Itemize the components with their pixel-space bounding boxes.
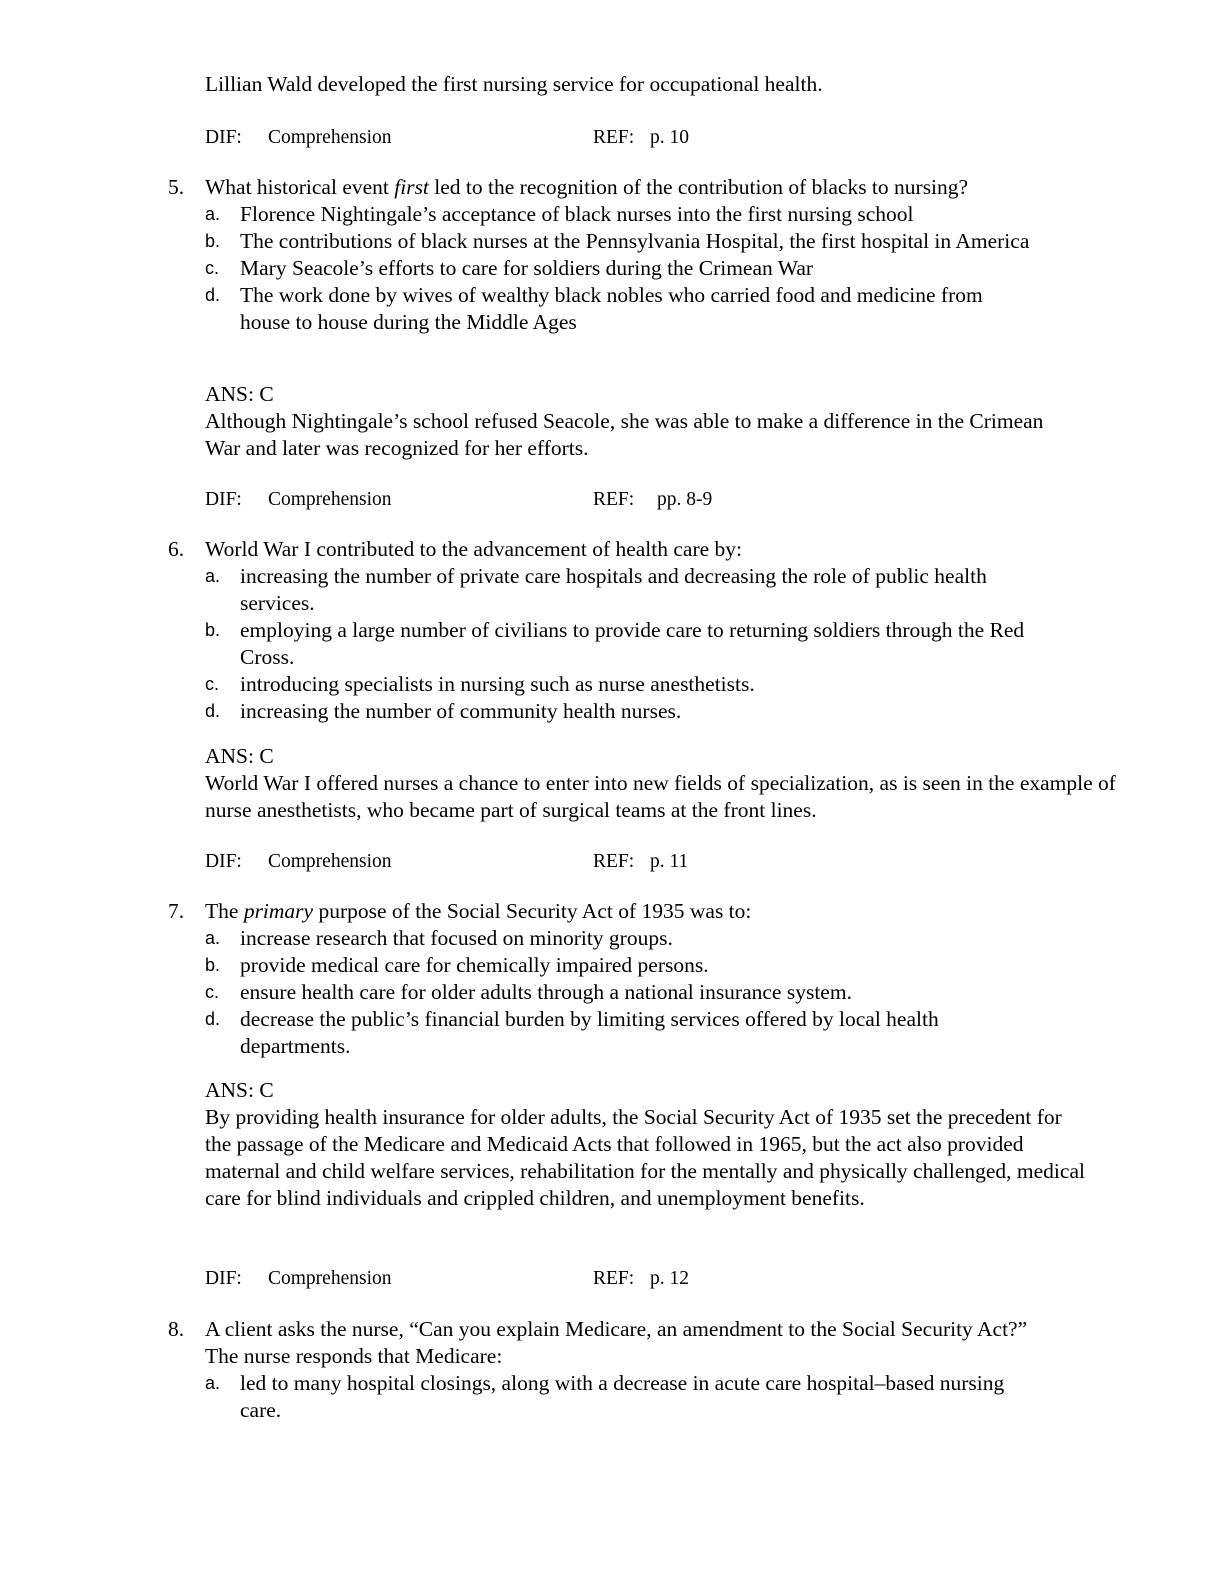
option-letter: c. <box>205 982 220 1002</box>
question-6 <box>168 536 1128 725</box>
option-c <box>168 671 1030 698</box>
stem-text: What historical event <box>205 175 395 199</box>
option-letter: b. <box>205 620 221 640</box>
dif-value: Comprehension <box>268 1268 392 1289</box>
option-c <box>168 979 1030 1006</box>
option-a <box>168 201 1030 228</box>
answer-block-7 <box>205 1077 1110 1212</box>
dif-value: Comprehension <box>268 127 392 148</box>
option-text: increasing the number of community health nurses. <box>240 699 682 723</box>
answer-key: ANS: C <box>205 382 274 406</box>
option-letter: c. <box>205 258 220 278</box>
ref-value: p. 12 <box>650 1268 689 1289</box>
option-text: The contributions of black nurses at the Pennsylvania Hospital, the first hospital in America <box>240 229 1030 253</box>
ref-value: pp. 8-9 <box>657 489 713 510</box>
dif-label: DIF: <box>205 489 242 510</box>
option-text: introducing specialists in nursing such as nurse anesthetists. <box>240 672 755 696</box>
question-stem <box>168 1316 1065 1370</box>
option-text: increase research that focused on minority groups. <box>240 926 673 950</box>
option-letter: a. <box>205 928 221 948</box>
option-letter: d. <box>205 701 221 721</box>
question-7 <box>168 898 1128 1060</box>
answer-key: ANS: C <box>205 744 274 768</box>
option-letter: d. <box>205 285 221 305</box>
option-d <box>168 698 1030 725</box>
option-text: decrease the public’s financial burden by limiting services offered by local health departments. <box>240 1007 939 1058</box>
dif-value: Comprehension <box>268 489 392 510</box>
question-stem <box>168 898 1128 925</box>
answer-block-5 <box>205 381 1110 462</box>
dif-ref-line <box>205 1265 905 1292</box>
answer-options <box>168 563 1128 725</box>
option-letter: b. <box>205 955 221 975</box>
option-c <box>168 255 1030 282</box>
option-letter: b. <box>205 231 221 251</box>
dif-label: DIF: <box>205 1268 242 1289</box>
option-text: Mary Seacole’s efforts to care for soldiers during the Crimean War <box>240 256 814 280</box>
dif-label: DIF: <box>205 851 242 872</box>
stem-emphasis: first <box>394 175 429 199</box>
stem-text: A client asks the nurse, “Can you explain Medicare, an amendment to the Social Security Act?” The nurse responds that Medicare: <box>205 1317 1028 1368</box>
question-number: 7. <box>168 899 185 923</box>
ref-label: REF: <box>593 851 635 872</box>
ref-value: p. 10 <box>650 127 689 148</box>
stem-text-rest: led to the recognition of the contribution of blacks to nursing? <box>428 175 969 199</box>
dif-ref-line <box>205 486 905 513</box>
stem-text: World War I contributed to the advancement of health care by: <box>205 537 743 561</box>
rationale-text: Although Nightingale’s school refused Seacole, she was able to make a difference in the Crimean War and later was recognized for her efforts. <box>205 409 1044 460</box>
option-d <box>168 1006 1025 1060</box>
stem-text-rest: purpose of the Social Security Act of 1935 was to: <box>313 899 752 923</box>
question-stem <box>168 536 1128 563</box>
option-text: employing a large number of civilians to provide care to returning soldiers through the Red Cross. <box>240 618 1025 669</box>
ref-label: REF: <box>593 127 635 148</box>
option-a <box>168 563 1010 617</box>
answer-options <box>168 201 1128 336</box>
answer-options <box>168 1370 1128 1424</box>
dif-label: DIF: <box>205 127 242 148</box>
option-text: Florence Nightingale’s acceptance of black nurses into the first nursing school <box>240 202 914 226</box>
option-letter: a. <box>205 566 221 586</box>
rationale-text: By providing health insurance for older adults, the Social Security Act of 1935 set the precedent for the passage of the Medicare and Medicaid Acts that followed in 1965, but the act also provided maternal and child welfare services, rehabilitation for the mentally and physically challenged, medical care for blind individuals and crippled children, and unemployment benefits. <box>205 1105 1085 1210</box>
ref-value: p. 11 <box>650 851 689 872</box>
ref-label: REF: <box>593 489 635 510</box>
question-5 <box>168 174 1128 336</box>
option-letter: d. <box>205 1009 221 1029</box>
question-8 <box>168 1316 1128 1424</box>
answer-key: ANS: C <box>205 1078 274 1102</box>
dif-value: Comprehension <box>268 851 392 872</box>
stem-text: The <box>205 899 244 923</box>
option-d <box>168 282 1020 336</box>
option-b <box>168 228 1030 255</box>
option-a <box>168 1370 1020 1424</box>
explanation-paragraph: Lillian Wald developed the first nursing service for occupational health. <box>205 72 823 96</box>
option-letter: c. <box>205 674 220 694</box>
option-text: provide medical care for chemically impaired persons. <box>240 953 709 977</box>
question-number: 6. <box>168 537 185 561</box>
option-b <box>168 617 1040 671</box>
option-letter: a. <box>205 1373 221 1393</box>
option-text: ensure health care for older adults through a national insurance system. <box>240 980 852 1004</box>
option-a <box>168 925 1030 952</box>
question-number: 8. <box>168 1317 185 1341</box>
explanation-text <box>205 71 1125 98</box>
stem-emphasis: primary <box>243 899 314 923</box>
option-b <box>168 952 1030 979</box>
option-text: increasing the number of private care hospitals and decreasing the role of public health services. <box>240 564 987 615</box>
option-text: led to many hospital closings, along with a decrease in acute care hospital–based nursing care. <box>240 1371 1005 1422</box>
dif-ref-line <box>205 124 905 151</box>
ref-label: REF: <box>593 1268 635 1289</box>
question-stem <box>168 174 1128 201</box>
option-letter: a. <box>205 204 221 224</box>
answer-options <box>168 925 1128 1060</box>
dif-ref-line <box>205 848 905 875</box>
answer-block-6 <box>205 743 1116 824</box>
rationale-text: World War I offered nurses a chance to enter into new fields of specialization, as is seen in the example of nurse anesthetists, who became part of surgical teams at the front lines. <box>205 771 1116 822</box>
option-text: The work done by wives of wealthy black nobles who carried food and medicine from house to house during the Middle Ages <box>240 283 983 334</box>
question-number: 5. <box>168 175 185 199</box>
